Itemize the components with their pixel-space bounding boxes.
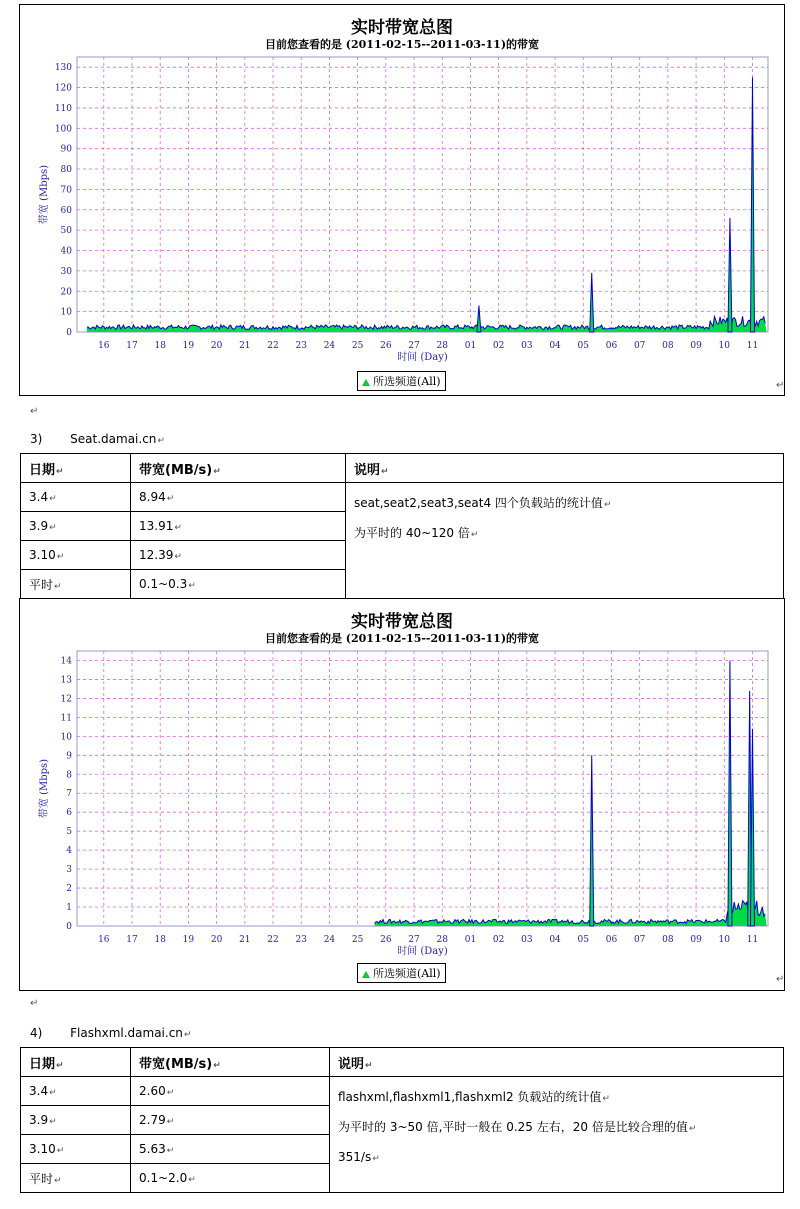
y-tick-label: 100 — [54, 124, 72, 135]
y-tick-label: 1 — [66, 903, 72, 914]
y-tick-label: 70 — [60, 185, 72, 196]
x-tick-label: 25 — [351, 935, 364, 945]
chart-title: 实时带宽总图 — [351, 612, 453, 632]
legend-swatch-icon — [362, 971, 370, 978]
cell-bandwidth: 2.60↵ — [131, 1077, 330, 1106]
cell-date: 3.10↵ — [21, 541, 131, 570]
cell-date: 平时↵ — [21, 570, 131, 599]
header-bandwidth: 带宽(MB/s)↵ — [131, 454, 346, 483]
x-tick-label: 01 — [464, 935, 477, 945]
y-tick-label: 14 — [60, 656, 72, 667]
plot-area — [77, 57, 768, 332]
chart-subtitle: 目前您查看的是 (2011-02-15--2011-03-11)的带宽 — [264, 632, 540, 645]
y-tick-label: 10 — [60, 732, 72, 743]
chart-legend — [357, 371, 446, 391]
x-tick-label: 02 — [492, 935, 505, 945]
y-axis-title: 带宽 (Mbps) — [39, 758, 50, 819]
return-mark: ↵ — [30, 406, 39, 417]
header-date: 日期↵ — [21, 1048, 131, 1077]
cell-date: 3.4↵ — [21, 483, 131, 512]
return-mark: ↵ — [776, 974, 785, 985]
x-tick-label: 05 — [577, 341, 589, 351]
chart-subtitle: 目前您查看的是 (2011-02-15--2011-03-11)的带宽 — [264, 38, 540, 51]
y-tick-label: 90 — [60, 144, 72, 155]
x-tick-label: 28 — [436, 341, 448, 351]
x-tick-label: 21 — [239, 935, 251, 945]
header-notes: 说明↵ — [330, 1048, 784, 1077]
x-tick-label: 06 — [605, 341, 618, 351]
x-tick-label: 07 — [633, 935, 646, 945]
x-tick-label: 26 — [380, 341, 392, 351]
y-tick-label: 10 — [60, 307, 72, 318]
chart-title: 实时带宽总图 — [351, 18, 453, 38]
cell-bandwidth: 0.1~0.3↵ — [131, 570, 346, 599]
chart-plot — [20, 5, 786, 365]
y-tick-label: 110 — [54, 103, 72, 114]
y-axis-title: 带宽 (Mbps) — [39, 164, 50, 225]
legend-swatch-icon — [362, 379, 370, 386]
x-tick-label: 08 — [662, 341, 674, 351]
cell-bandwidth: 5.63↵ — [131, 1135, 330, 1164]
y-tick-label: 2 — [66, 884, 72, 895]
x-tick-label: 23 — [295, 935, 307, 945]
y-tick-label: 120 — [54, 83, 72, 94]
y-tick-label: 9 — [66, 751, 72, 762]
x-tick-label: 16 — [98, 935, 110, 945]
legend-label: 所选频道(All) — [373, 375, 441, 388]
y-tick-label: 4 — [66, 846, 72, 857]
section-number: 3) — [30, 432, 43, 446]
x-tick-label: 27 — [408, 935, 420, 945]
x-tick-label: 10 — [718, 341, 731, 351]
return-mark: ↵ — [776, 380, 785, 391]
section-heading: 3) Seat.damai.cn↵ — [30, 432, 165, 446]
x-tick-label: 18 — [154, 935, 166, 945]
x-tick-label: 19 — [182, 935, 195, 945]
x-tick-label: 04 — [549, 341, 561, 351]
bandwidth-table-flashxml — [20, 1047, 784, 1193]
section-number: 4) — [30, 1026, 43, 1040]
x-tick-label: 25 — [351, 341, 364, 351]
x-tick-label: 09 — [690, 935, 702, 945]
cell-date: 3.4↵ — [21, 1077, 131, 1106]
x-tick-label: 17 — [126, 935, 138, 945]
y-tick-label: 0 — [66, 922, 72, 932]
x-axis-title: 时间 (Day) — [397, 352, 448, 363]
y-tick-label: 8 — [66, 770, 72, 781]
legend-label: 所选频道(All) — [373, 967, 441, 980]
y-tick-label: 80 — [60, 165, 72, 176]
x-tick-label: 26 — [380, 935, 392, 945]
x-tick-label: 01 — [464, 341, 477, 351]
x-tick-label: 06 — [605, 935, 618, 945]
x-tick-label: 27 — [408, 341, 420, 351]
x-tick-label: 23 — [295, 341, 307, 351]
x-tick-label: 18 — [154, 341, 166, 351]
x-tick-label: 22 — [267, 341, 279, 351]
x-tick-label: 02 — [492, 341, 505, 351]
y-tick-label: 5 — [66, 827, 72, 838]
section-site: Seat.damai.cn — [70, 432, 157, 446]
y-tick-label: 20 — [60, 287, 72, 298]
y-tick-label: 50 — [60, 226, 72, 237]
x-tick-label: 22 — [267, 935, 279, 945]
cell-notes: flashxml,flashxml1,flashxml2 负载站的统计值↵ 为平时的 3~50 倍,平时一般在 0.25 左右，20 倍是比较合理的值↵ 351/s↵ — [330, 1077, 784, 1193]
y-tick-label: 6 — [66, 808, 72, 819]
header-date: 日期↵ — [21, 454, 131, 483]
bandwidth-chart-2 — [19, 598, 785, 991]
plot-area — [77, 651, 768, 926]
x-tick-label: 16 — [98, 341, 110, 351]
x-tick-label: 17 — [126, 341, 138, 351]
x-tick-label: 04 — [549, 935, 561, 945]
x-tick-label: 21 — [239, 341, 251, 351]
x-tick-label: 03 — [521, 935, 533, 945]
cell-date: 平时↵ — [21, 1164, 131, 1193]
y-tick-label: 40 — [60, 246, 72, 257]
y-tick-label: 3 — [66, 865, 72, 876]
header-notes: 说明↵ — [346, 454, 784, 483]
y-tick-label: 60 — [60, 205, 72, 216]
section-site: Flashxml.damai.cn — [70, 1026, 183, 1040]
x-tick-label: 10 — [718, 935, 731, 945]
x-tick-label: 24 — [323, 935, 336, 945]
y-tick-label: 130 — [54, 63, 72, 74]
y-tick-label: 0 — [66, 328, 72, 338]
cell-bandwidth: 12.39↵ — [131, 541, 346, 570]
return-mark: ↵ — [30, 998, 39, 1009]
cell-date: 3.9↵ — [21, 512, 131, 541]
cell-bandwidth: 0.1~2.0↵ — [131, 1164, 330, 1193]
bandwidth-table-seat — [20, 453, 784, 599]
y-tick-label: 7 — [66, 789, 72, 800]
cell-bandwidth: 13.91↵ — [131, 512, 346, 541]
x-tick-label: 11 — [746, 341, 759, 351]
section-heading: 4) Flashxml.damai.cn↵ — [30, 1026, 192, 1040]
cell-bandwidth: 2.79↵ — [131, 1106, 330, 1135]
header-bandwidth: 带宽(MB/s)↵ — [131, 1048, 330, 1077]
chart-plot — [20, 599, 786, 959]
x-tick-label: 20 — [210, 341, 223, 351]
x-tick-label: 19 — [182, 341, 195, 351]
x-tick-label: 03 — [521, 341, 533, 351]
x-tick-label: 08 — [662, 935, 674, 945]
x-tick-label: 24 — [323, 341, 336, 351]
cell-bandwidth: 8.94↵ — [131, 483, 346, 512]
x-tick-label: 05 — [577, 935, 589, 945]
y-tick-label: 13 — [60, 675, 72, 686]
y-tick-label: 12 — [60, 694, 72, 705]
x-tick-label: 28 — [436, 935, 448, 945]
x-axis-title: 时间 (Day) — [397, 946, 448, 957]
chart-legend — [357, 963, 446, 983]
y-tick-label: 30 — [60, 266, 72, 277]
bandwidth-chart-1 — [19, 4, 785, 396]
x-tick-label: 20 — [210, 935, 223, 945]
cell-notes: seat,seat2,seat3,seat4 四个负载站的统计值↵ 为平时的 40~120 倍↵ — [346, 483, 784, 599]
x-tick-label: 09 — [690, 341, 702, 351]
cell-date: 3.10↵ — [21, 1135, 131, 1164]
cell-date: 3.9↵ — [21, 1106, 131, 1135]
x-tick-label: 07 — [633, 341, 646, 351]
y-tick-label: 11 — [60, 713, 72, 724]
x-tick-label: 11 — [746, 935, 759, 945]
